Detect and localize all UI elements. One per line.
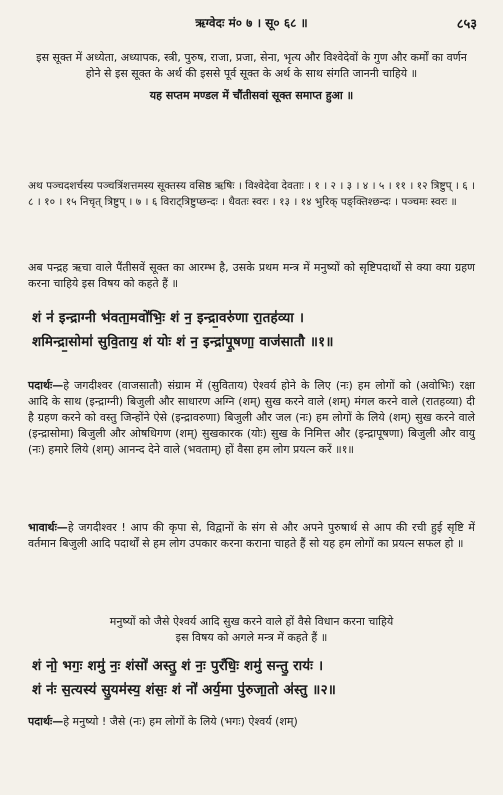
page-number: ८५३: [456, 17, 477, 32]
mantra-2-intro: [28, 614, 475, 646]
bhavartha-1: [28, 520, 475, 552]
padartha-2: [28, 714, 475, 730]
running-title: ऋग्वेदः मं० ७ । सू० ६८ ॥: [195, 16, 308, 30]
mantra-2-line-1: शं नो॒ भगः॒ शमु॑ नः॒ शंसो॑ अस्तु॒ शं नः॒ पुरं॑धिः॒ शमु॑ सन्तु॒ रायः॑ ।: [32, 658, 324, 674]
summary-text: इस सूक्त में अध्येता, अध्यापक, स्त्री, पुरुष, राजा, प्रजा, सेना, भृत्य और विश्वेदेवों के गुण और कर्मों का वर्णन होने से इस सूक्त के अर्थ की इससे पूर्व सूक्त के अर्थ के साथ संगति जाननी चाहिये ॥: [36, 51, 467, 80]
padartha-label: पदार्थः—: [28, 715, 64, 728]
mantra-1-line-2: शमिन्द्रा॒सोमा॑ सुवि॒ताय॒ शं योः शं न॒ इन्द्रा॑पू॒षणा॒ वाज॑सातौ ॥१॥: [32, 334, 334, 350]
sukta-intro: अब पन्द्रह ऋचा वाले पैंतीसवें सूक्त का आरम्भ है, उसके प्रथम मन्त्र में मनुष्यों को सृष्टिपदार्थों से क्या क्या ग्रहण करना चाहिये इस विषय को कहते हैं ॥: [28, 261, 475, 290]
mantra-2: [32, 654, 472, 702]
padartha-1-text: हे जगदीश्वर (वाजसातौ) संग्राम में (सुविताय) ऐश्वर्य होने के लिए (नः) हम लोगों को (अवोभिः) रक्षा आदि के साथ (इन्द्राग्नी) बिजुली और साधारण अग्नि (शम्) सुख करने वाले (शम्) मंगल करने वाले (रातहव्या) दी है ग्रहण करने को वस्तु जिन्होंने ऐसे (इन्द्रावरुणा) बिजुली और जल (नः) हम लोगों के लिये (शम्) सुख करने वाले (इन्द्रासोमा) बिजुली और ओषधिगण (शम्) सुखकारक (योः) सुख के निमित्त और (इन्द्रापूषणा) बिजुली और वायु (नः) हमारे लिये (शम्) आनन्द देने वाले (भवताम्) हों वैसा हम लोग प्रयत्न करें ॥१॥: [28, 379, 475, 456]
padartha-label: पदार्थः—: [28, 379, 64, 392]
sukta-metadata: अथ पञ्चदशर्चस्य पञ्चत्रिंशत्तमस्य सूक्तस्य वसिष्ठ ऋषिः । विश्वेदेवा देवताः । १ । २ । ३ । ४ । ५ । ११ । १२ त्रिष्टुप् । ६ । ८ । १० । १५ निचृत् त्रिष्टुप् । ७ । ६ विराट्त्रिष्टुप्छन्दः । धैवतः स्वरः । १३ । १४ भुरिक् पङ्क्तिश्छन्दः । पञ्चमः स्वरः ॥: [28, 180, 475, 208]
mantra-1: [32, 306, 472, 354]
padartha-2-text: हे मनुष्यो ! जैसे (नः) हम लोगों के लिये (भगः) ऐश्वर्य (शम्): [63, 715, 298, 728]
mantra-2-intro-line-1: मनुष्यों को जैसे ऐश्वर्य आदि सुख करने वाले हों वैसे विधान करना चाहिये: [109, 615, 394, 628]
padartha-1: [28, 378, 475, 458]
mantra-2-line-2: शं नः॑ स॒त्यस्य॑ सु॒यम॑स्य॒ शंसः॒ शं नो॑ अर्य॒मा पु॑रुजा॒तो अ॑स्तु ॥२॥: [32, 682, 337, 698]
previous-sukta-summary: [28, 50, 475, 104]
sukta-closing-line: यह सप्तम मण्डल में चौंतीसवां सूक्त समाप्त हुआ ॥: [149, 89, 354, 102]
running-header: [0, 14, 503, 32]
mantra-1-line-1: शं न॑ इन्द्राग्नी भ॑वता॒मवो॑भिः॒ शं न॒ इन्द्रा॒वरु॑णा रा॒तह॑व्या ।: [32, 310, 305, 326]
bhavartha-1-text: हे जगदीश्वर ! आप की कृपा से, विद्वानों के संग से और अपने पुरुषार्थ से आप की रची हुई सृष्टि में वर्तमान बिजुली आदि पदार्थों से हम लोग उपकार करना कराना चाहते हैं सो यह हम लोगों का प्रयत्न सफल हो ॥: [28, 521, 475, 550]
bhavartha-label: भावार्थः—: [28, 521, 68, 534]
mantra-2-intro-line-2: इस विषय को अगले मन्त्र में कहते हैं ॥: [175, 631, 328, 644]
